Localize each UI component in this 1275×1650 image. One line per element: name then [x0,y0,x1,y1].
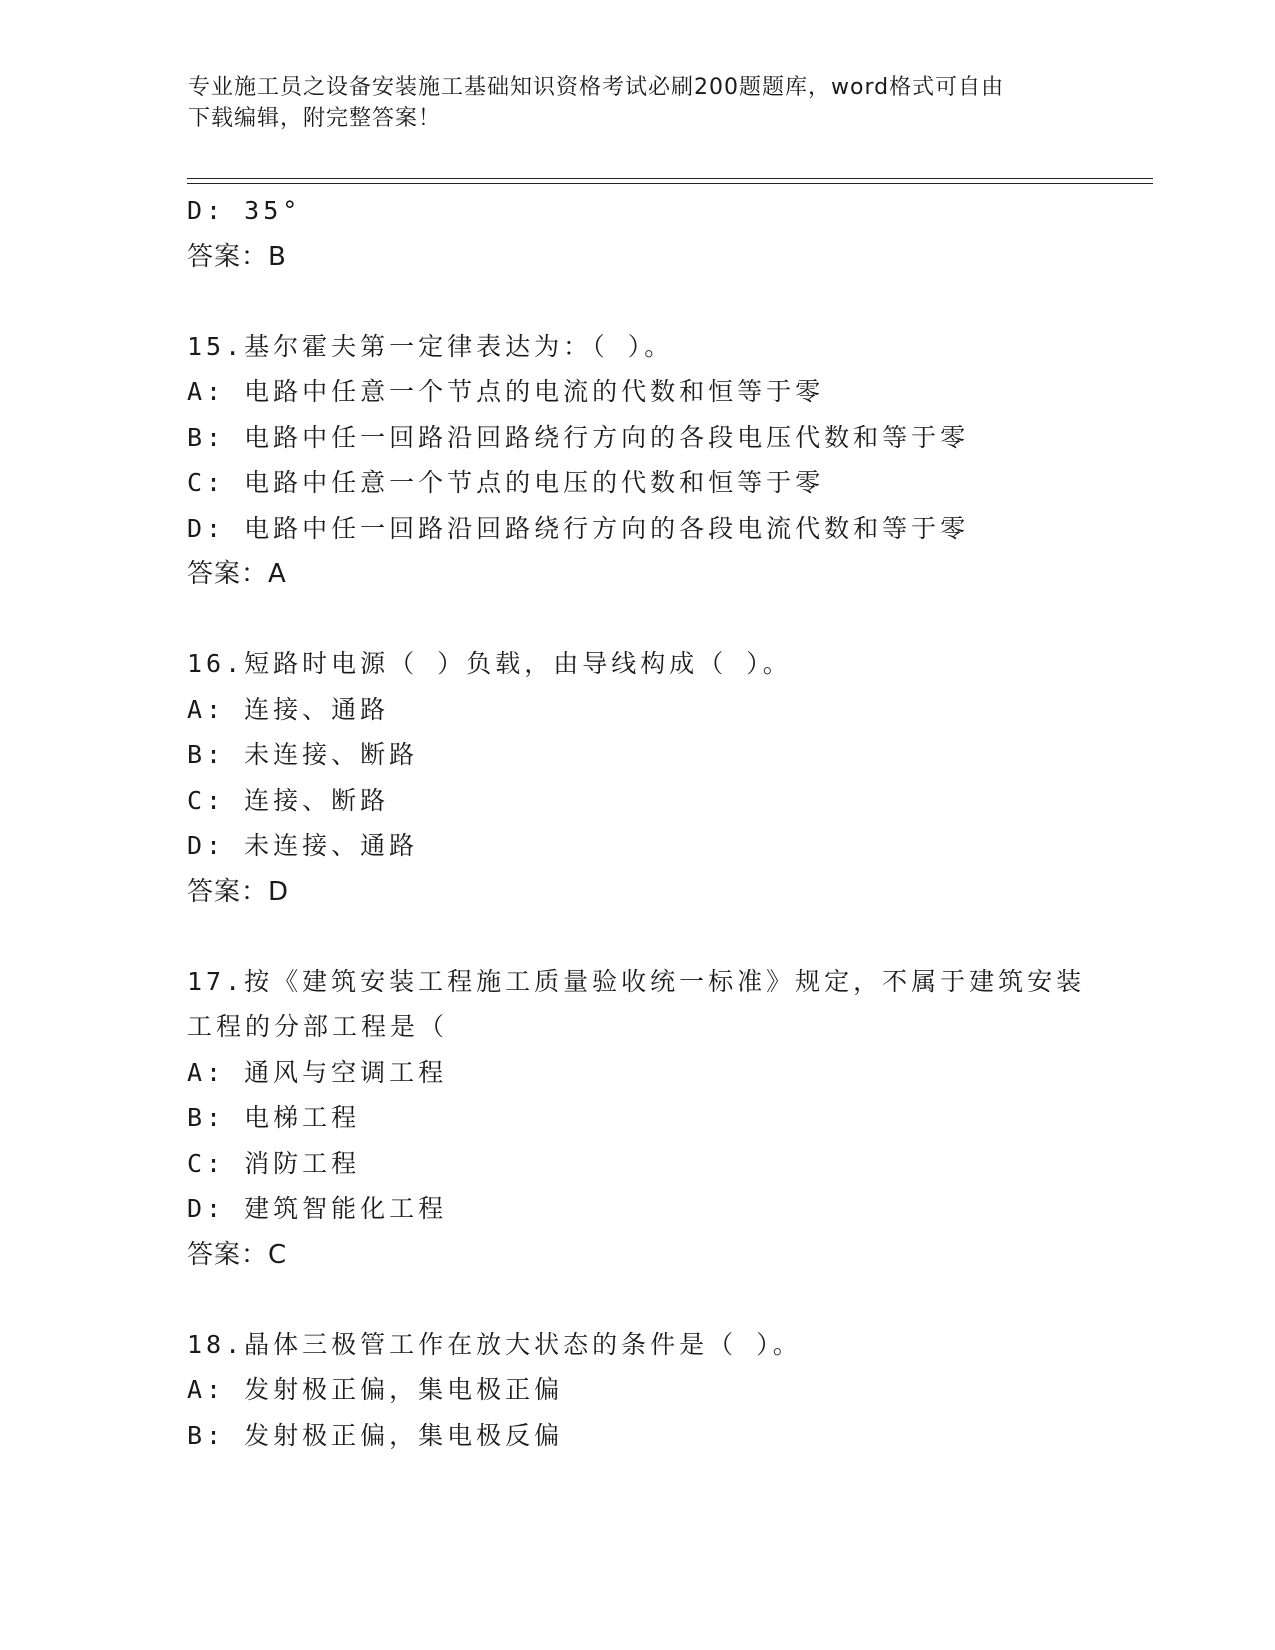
option-a: A: 通风与空调工程 [187,1057,448,1087]
option-d: D: 建筑智能化工程 [187,1194,448,1223]
header-divider-top [187,178,1153,179]
option-c: C: 电路中任意一个节点的电压的代数和恒等于零 [187,468,825,497]
question-stem: 15.基尔霍夫第一定律表达为：（ ）。 [187,331,674,361]
option-b: B: 发射极正偏，集电极反偏 [187,1420,564,1450]
question-17 [187,959,1087,1278]
question-16 [187,641,1087,915]
question-stem: 16.短路时电源（ ）负载，由导线构成（ ）。 [187,649,792,678]
header-divider-bottom [187,183,1153,184]
answer-line: 答案：B [187,241,287,272]
option-c: C: 消防工程 [187,1148,361,1178]
document-header [188,72,1068,134]
option-b: B: 电梯工程 [187,1103,361,1132]
answer-line: 答案：C [187,1239,288,1270]
option-a: A: 发射极正偏，集电极正偏 [187,1375,564,1404]
option-d: D: 电路中任一回路沿回路绕行方向的各段电流代数和等于零 [187,513,970,543]
question-18 [187,1322,1087,1459]
question-15 [187,324,1087,598]
option-d: D: 35° [187,196,302,225]
header-title-line-1: 专业施工员之设备安装施工基础知识资格考试必刷200题题库，word格式可自由 [188,75,1005,100]
answer-line: 答案：A [187,559,287,589]
header-title-line-2: 下载编辑，附完整答案！ [188,106,442,131]
option-a: A: 连接、通路 [187,694,390,724]
option-c: C: 连接、断路 [187,785,390,815]
previous-question-tail [187,188,1087,280]
question-stem-line-2: 工程的分部工程是（ [187,1012,449,1041]
option-b: B: 电路中任一回路沿回路绕行方向的各段电压代数和等于零 [187,422,970,452]
answer-line: 答案：D [187,876,290,907]
question-stem-line-1: 17.按《建筑安装工程施工质量验收统一标准》规定，不属于建筑安装 [187,966,1086,996]
option-a: A: 电路中任意一个节点的电流的代数和恒等于零 [187,377,825,406]
option-b: B: 未连接、断路 [187,740,419,769]
question-list [187,188,1087,1458]
question-stem: 18.晶体三极管工作在放大状态的条件是（ ）。 [187,1329,802,1359]
option-d: D: 未连接、通路 [187,831,419,860]
